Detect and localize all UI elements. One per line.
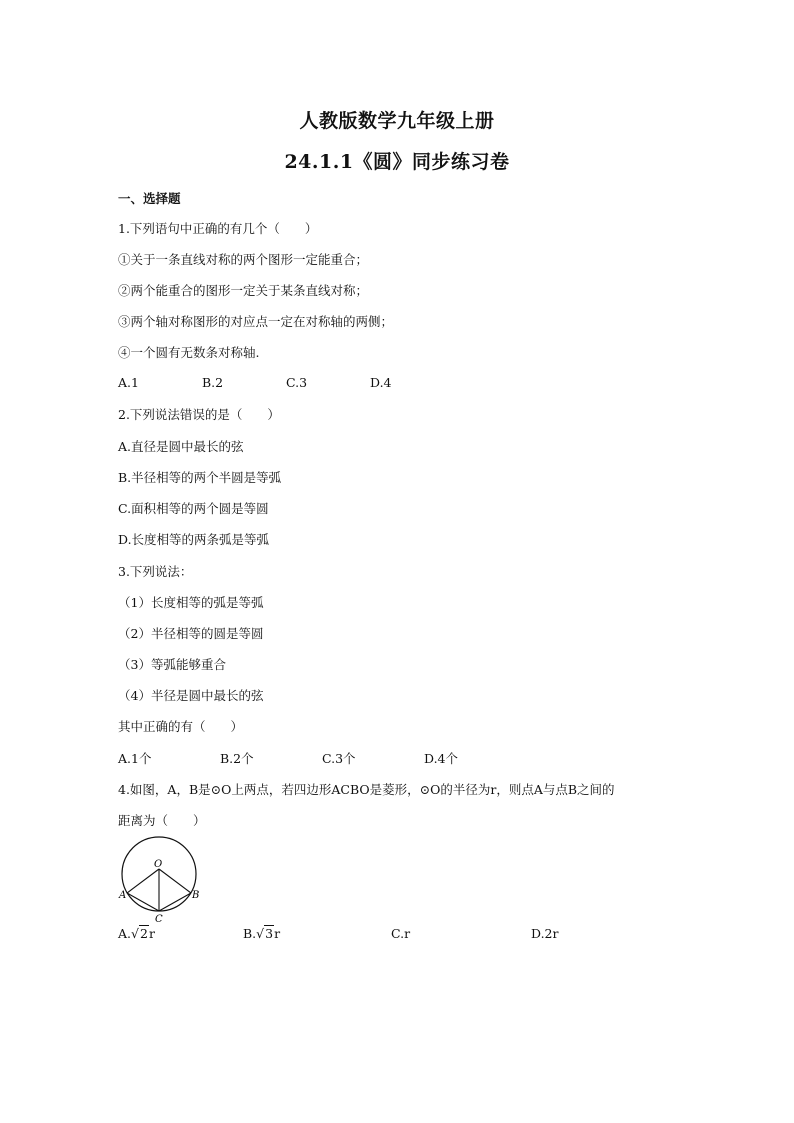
segment-ob (159, 869, 191, 893)
label-o: O (154, 859, 163, 870)
option-a-radicand: 2 (139, 926, 148, 941)
question-3-stem: 3.下列说法： (118, 564, 193, 579)
question-4-stem: 4.如图，A，B是⊙O上两点，若四边形ACBO是菱形，⊙O的半径为r，则点A与点B之间的 (118, 782, 615, 797)
question-2-option-d: D.长度相等的两条弧是等弧 (118, 532, 270, 547)
sqrt-sign: √ (256, 926, 265, 941)
question-3-statement: （1）长度相等的弧是等弧 (118, 595, 264, 610)
question-3-option-d: D.4个 (424, 751, 459, 766)
question-1-item: ③两个轴对称图形的对应点一定在对称轴的两侧； (118, 314, 394, 329)
sqrt-sign: √ (131, 926, 139, 941)
document-subtitle: 24.1.1《圆》同步练习卷 (284, 151, 510, 173)
question-2-option-c: C.面积相等的两个圆是等圆 (118, 501, 269, 516)
option-a-variable: r (148, 926, 155, 941)
question-1-item: ①关于一条直线对称的两个图形一定能重合； (118, 252, 369, 267)
question-3-statement: （4）半径是圆中最长的弦 (118, 688, 264, 703)
question-1-stem: 1.下列语句中正确的有几个（ ） (118, 221, 318, 236)
question-1-item: ②两个能重合的图形一定关于某条直线对称； (118, 283, 369, 298)
question-4-option-c: C.r (391, 926, 411, 941)
label-b: B (192, 890, 200, 901)
segment-ac (127, 893, 159, 911)
question-1-option-a: A.1 (118, 375, 139, 390)
option-b-letter: B. (243, 926, 257, 941)
question-4-option-b (243, 926, 280, 941)
question-3-statement: （2）半径相等的圆是等圆 (118, 626, 264, 641)
segment-oa (127, 869, 159, 893)
question-3-option-a: A.1个 (118, 751, 152, 766)
question-2-option-a: A.直径是圆中最长的弦 (118, 439, 244, 454)
option-b-variable: r (274, 926, 281, 941)
question-1-item: ④一个圆有无数条对称轴. (118, 345, 260, 360)
section-heading: 一、选择题 (118, 191, 181, 206)
question-2-option-b: B.半径相等的两个半圆是等弧 (118, 470, 282, 485)
question-3-option-c: C.3个 (322, 751, 356, 766)
question-3-prompt: 其中正确的有（ ） (118, 719, 244, 734)
label-c: C (155, 914, 163, 924)
question-1-option-d: D.4 (370, 375, 392, 390)
question-1-option-b: B.2 (202, 375, 224, 390)
question-4-option-d: D.2r (531, 926, 559, 941)
document-title: 人教版数学九年级上册 (299, 110, 495, 132)
question-4-stem-continued: 距离为（ ） (118, 813, 206, 828)
question-3-option-b: B.2个 (220, 751, 254, 766)
label-a: A (119, 890, 127, 901)
question-4-option-a (118, 926, 155, 941)
question-3-statement: （3）等弧能够重合 (118, 657, 226, 672)
segment-bc (159, 893, 191, 911)
question-1-option-c: C.3 (286, 375, 308, 390)
option-b-radicand: 3 (265, 926, 274, 941)
circle-rhombus-figure (116, 834, 206, 924)
option-a-letter: A. (118, 926, 132, 941)
question-2-stem: 2.下列说法错误的是（ ） (118, 407, 280, 422)
